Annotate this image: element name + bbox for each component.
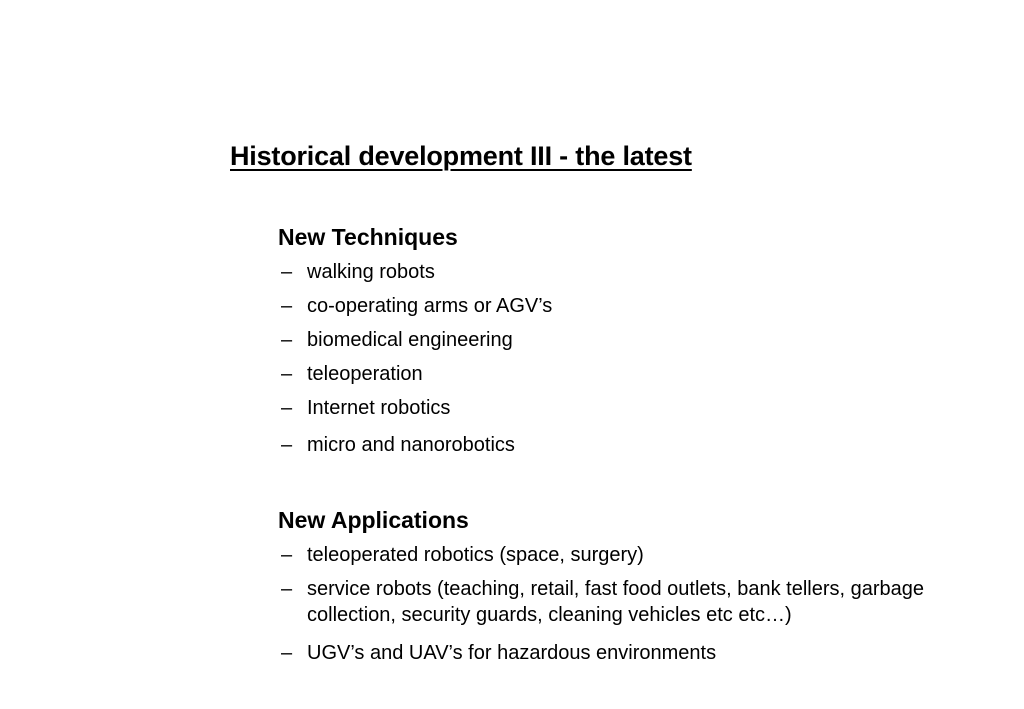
slide-title: Historical development III - the latest — [230, 141, 692, 171]
bullet-item — [281, 259, 981, 285]
bullet-item — [281, 293, 981, 319]
bullet-dash: – — [281, 578, 293, 600]
section-heading-new-applications: New Applications — [278, 507, 469, 533]
bullet-item — [281, 327, 981, 353]
bullet-dash: – — [281, 329, 293, 351]
bullet-item — [281, 361, 981, 387]
bullet-dash: – — [281, 363, 293, 385]
bullet-text: teleoperated robotics (space, surgery) — [307, 544, 644, 566]
bullet-text: Internet robotics — [307, 397, 451, 419]
bullet-dash: – — [281, 397, 293, 419]
bullet-dash: – — [281, 295, 293, 317]
bullet-text: teleoperation — [307, 363, 423, 385]
bullet-dash: – — [281, 261, 293, 283]
bullet-item — [281, 576, 981, 628]
bullet-text: co-operating arms or AGV’s — [307, 295, 553, 317]
bullet-dash: – — [281, 642, 293, 664]
bullet-item — [281, 640, 981, 666]
bullet-dash: – — [281, 434, 293, 456]
bullet-text: micro and nanorobotics — [307, 434, 515, 456]
bullet-text: service robots (teaching, retail, fast food outlets, bank tellers, garbage collection, security guards, cleaning vehicles etc etc…) — [307, 578, 925, 626]
bullet-item — [281, 542, 981, 568]
bullet-text: walking robots — [307, 261, 435, 283]
bullet-dash: – — [281, 544, 293, 566]
bullet-item — [281, 432, 981, 458]
bullet-item — [281, 395, 981, 421]
bullet-text: UGV’s and UAV’s for hazardous environments — [307, 642, 717, 664]
bullet-text: biomedical engineering — [307, 329, 513, 351]
section-heading-new-techniques: New Techniques — [278, 224, 458, 250]
